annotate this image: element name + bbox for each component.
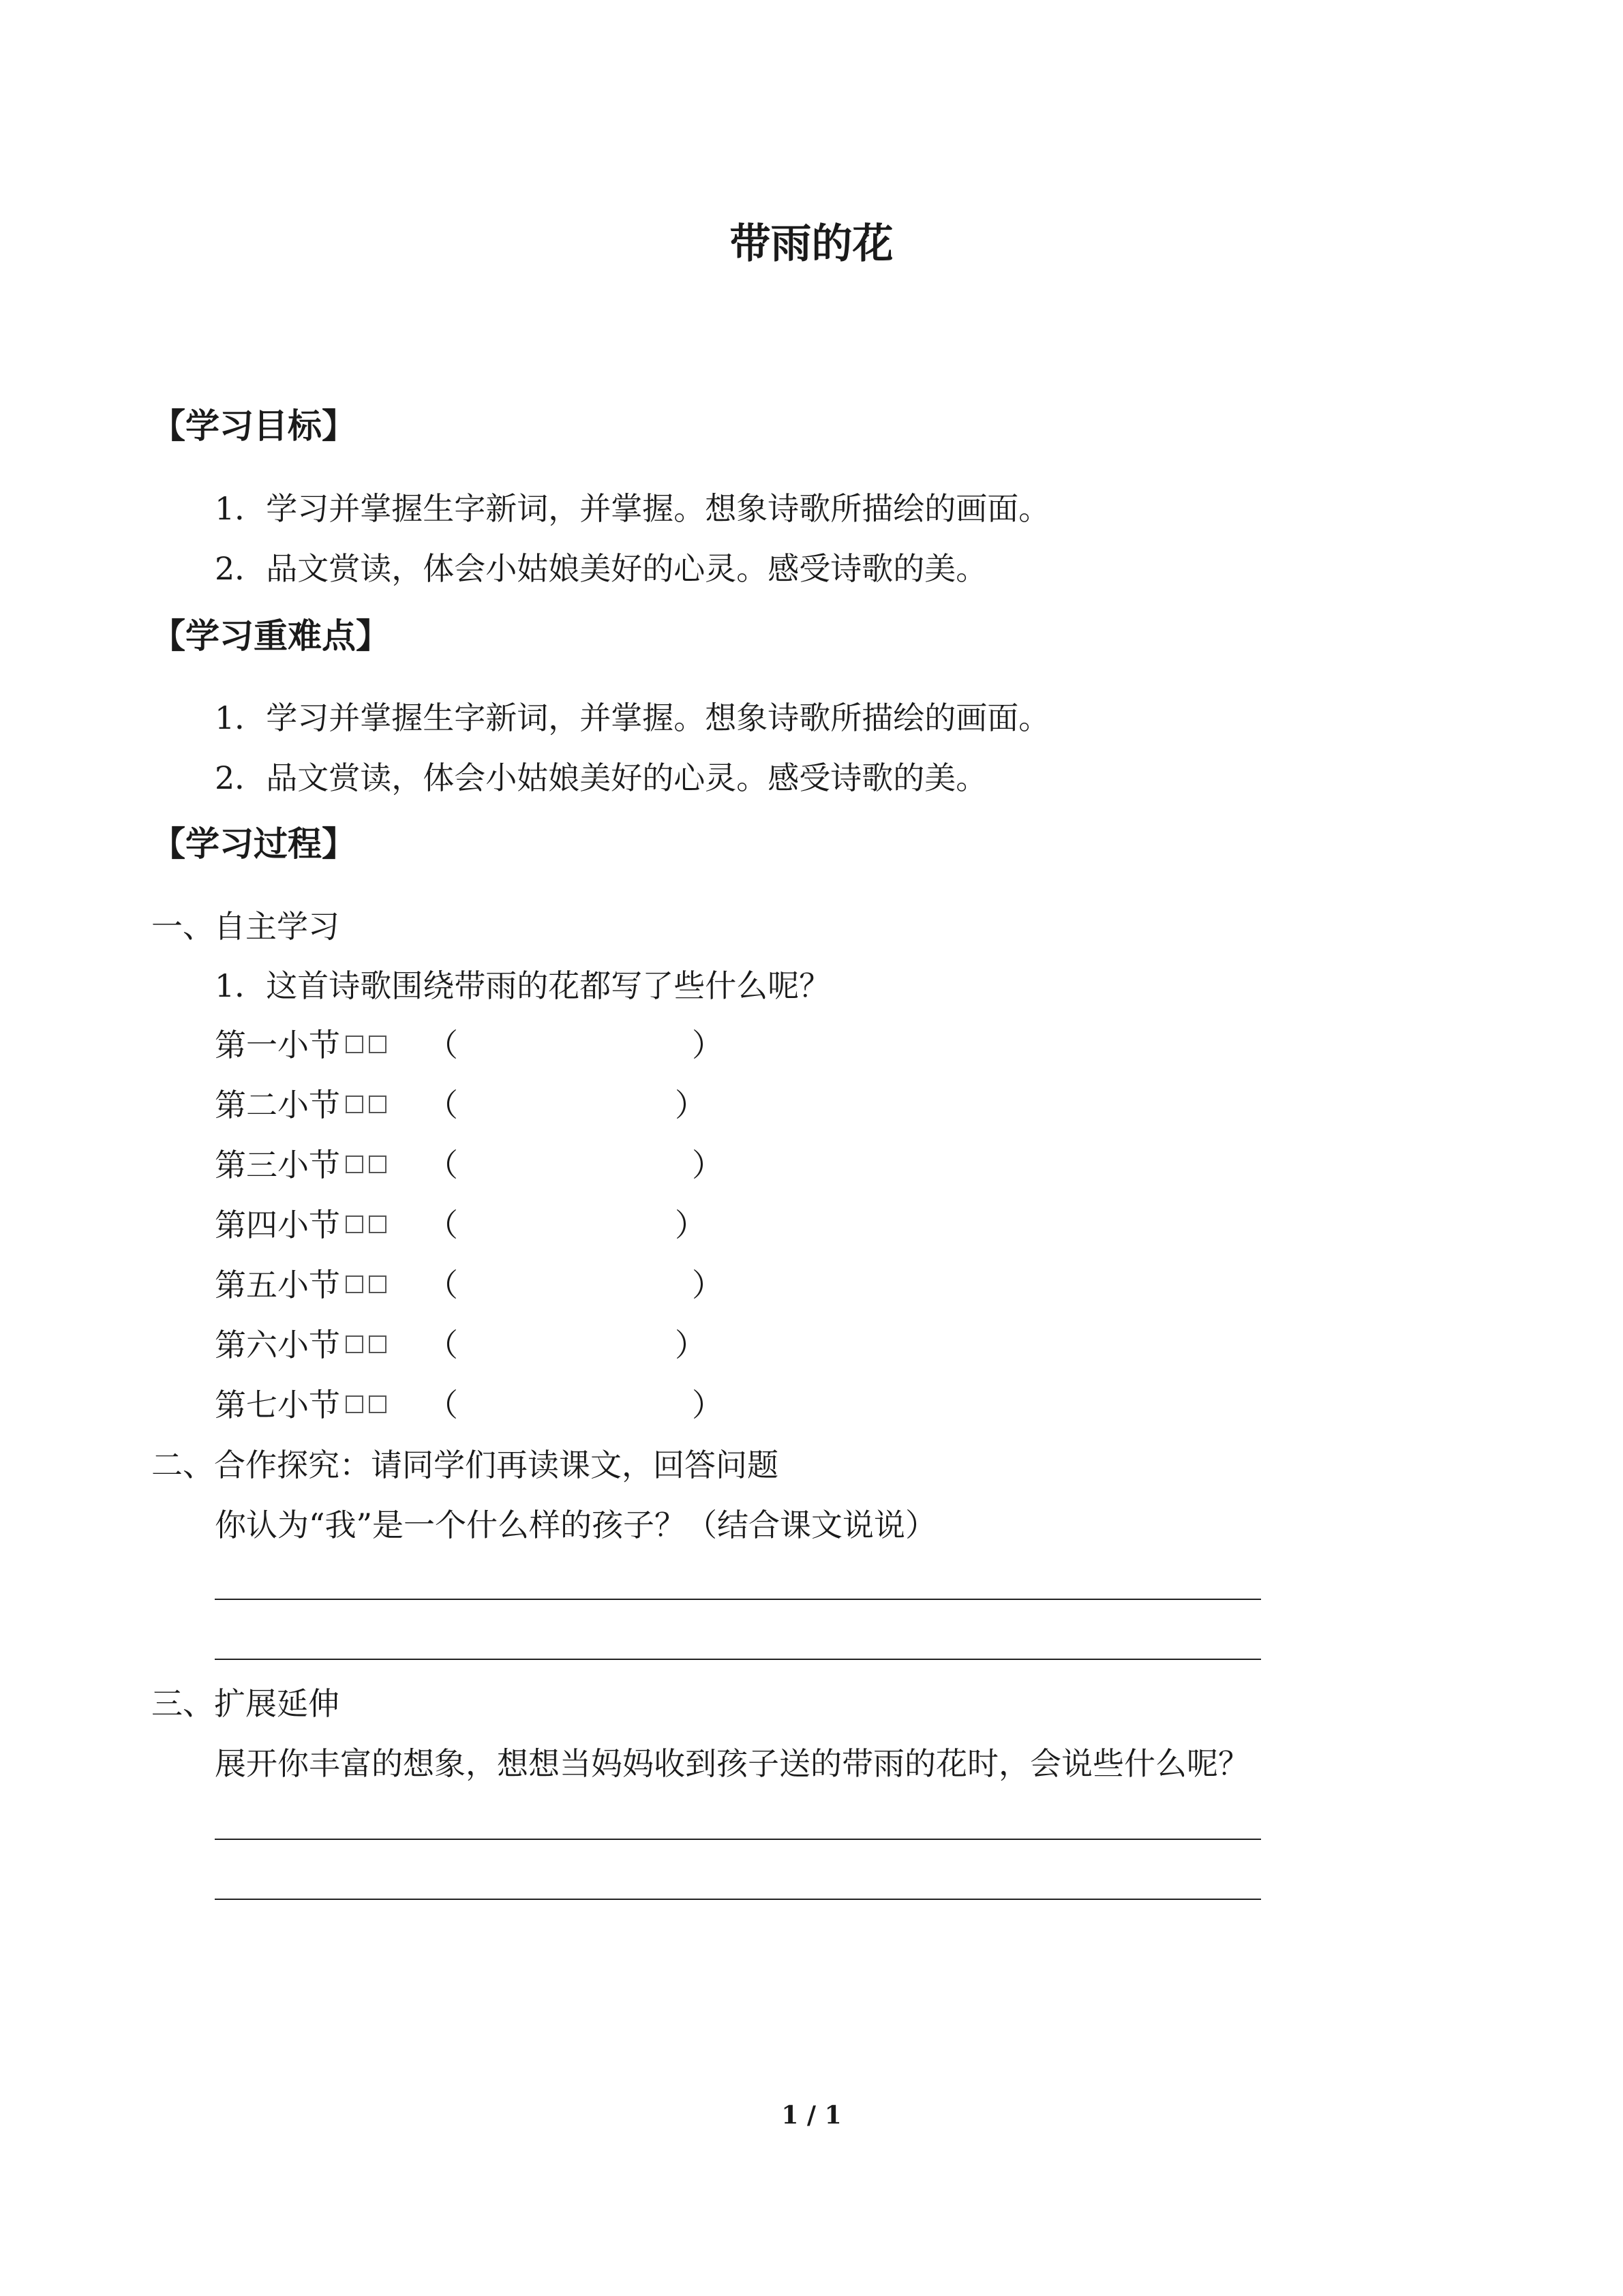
section-row [215,1260,760,1305]
goal-item-1: 1．学习并掌握生字新词，并掌握。想象诗歌所描绘的画面。 [215,490,1050,527]
section-heading-keypoints: 【学习重难点】 [151,616,390,656]
goal-item-2: 2．品文赏读，体会小姑娘美好的心灵。感受诗歌的美。 [215,550,988,587]
section-row-label: 第一小节 [215,1027,340,1063]
close-paren: ） [692,1147,723,1183]
open-paren: （ [427,1387,458,1423]
part3-title: 三、扩展延伸 [151,1685,339,1722]
open-paren: （ [427,1207,458,1243]
page-title: 带雨的花 [729,220,894,268]
close-paren: ） [675,1327,706,1363]
open-paren: （ [427,1087,458,1123]
section-row-label: 第七小节 [215,1387,340,1423]
close-paren: ） [692,1387,723,1423]
section-row [215,1320,760,1365]
section-heading-goals: 【学习目标】 [151,406,356,446]
section-row [215,1200,760,1245]
answer-box[interactable] [346,1335,363,1353]
answer-line[interactable] [215,1839,1261,1840]
answer-box[interactable] [346,1215,363,1233]
close-paren: ） [692,1027,723,1063]
part2-question: 你认为“我”是一个什么样的孩子？（结合课文说说） [215,1507,937,1543]
page-number: 1 / 1 [781,2101,842,2130]
open-paren: （ [427,1147,458,1183]
section-row [215,1380,760,1425]
answer-box[interactable] [346,1155,363,1173]
section-row-label: 第五小节 [215,1267,340,1303]
answer-box[interactable] [369,1096,386,1113]
part2-title: 二、合作探究：请同学们再读课文，回答问题 [151,1447,778,1483]
answer-box[interactable] [346,1096,363,1113]
answer-line[interactable] [215,1899,1261,1900]
answer-box[interactable] [369,1155,386,1173]
section-heading-process: 【学习过程】 [151,824,356,864]
answer-box[interactable] [346,1275,363,1293]
answer-box[interactable] [369,1275,386,1293]
section-row-label: 第三小节 [215,1147,340,1183]
answer-box[interactable] [346,1036,363,1053]
close-paren: ） [675,1207,706,1243]
answer-box[interactable] [369,1395,386,1413]
close-paren: ） [675,1087,706,1123]
keypoint-item-2: 2．品文赏读，体会小姑娘美好的心灵。感受诗歌的美。 [215,759,988,796]
section-row [215,1141,760,1185]
answer-line[interactable] [215,1659,1261,1660]
section-row [215,1081,760,1126]
keypoint-item-1: 1．学习并掌握生字新词，并掌握。想象诗歌所描绘的画面。 [215,699,1050,736]
open-paren: （ [427,1267,458,1303]
answer-box[interactable] [369,1036,386,1053]
close-paren: ） [692,1267,723,1303]
open-paren: （ [427,1327,458,1363]
part3-question: 展开你丰富的想象，想想当妈妈收到孩子送的带雨的花时，会说些什么呢？ [215,1745,1249,1782]
answer-line[interactable] [215,1599,1261,1600]
section-row [215,1021,760,1066]
part1-question: 1．这首诗歌围绕带雨的花都写了些什么呢？ [215,967,831,1004]
open-paren: （ [427,1027,458,1063]
answer-box[interactable] [369,1215,386,1233]
answer-box[interactable] [369,1335,386,1353]
section-row-label: 第六小节 [215,1327,340,1363]
section-row-label: 第四小节 [215,1207,340,1243]
answer-box[interactable] [346,1395,363,1413]
section-row-label: 第二小节 [215,1087,340,1123]
part1-title: 一、自主学习 [151,908,339,945]
